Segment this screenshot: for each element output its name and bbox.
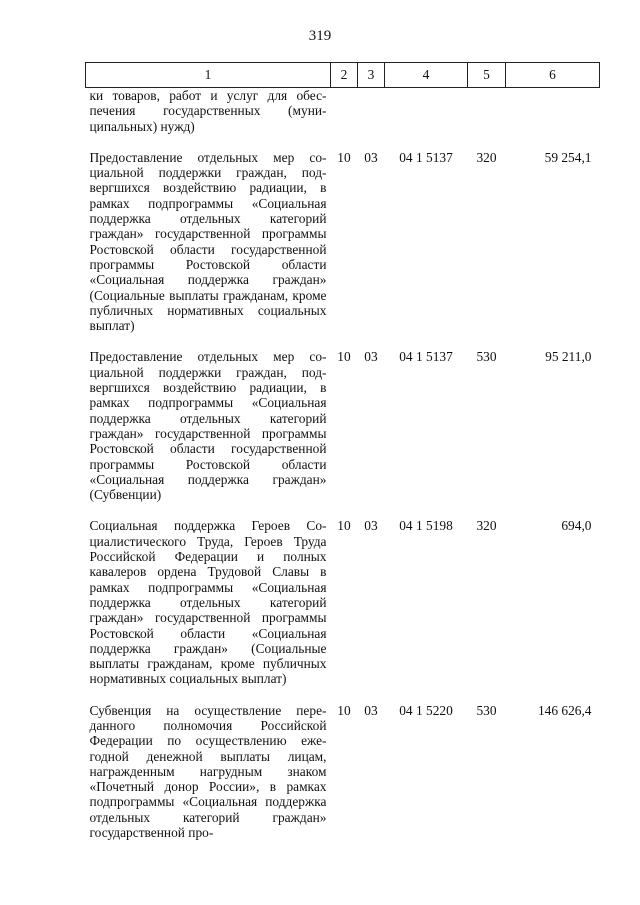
row-description: Предоставление отдельных мер социальной поддержки граждан, подвергшихся воздействию радиации, в рамках подпрограммы «Социальная поддержка отдельных категорий граждан» государственной программы Ростовской области государственной программы Ростовской области «Социальная поддержка граждан» (Социальные выплаты гражданам, кроме публичных нормативных социальных выплат) (89, 149, 327, 334)
column-header-6: 6 (506, 63, 600, 88)
row-subsection: 03 (364, 349, 378, 365)
row-description: Субвенция на осуществление переданного полномочия Российской Федерации по осуществлению ежегодной денежной выплаты лицам, награжденным нагрудным знаком «Почетный донор России», в рамках подпрограммы «Социальная поддержка отдельных категорий граждан» государственной про- (89, 702, 327, 841)
row-amount: 59 254,1 (544, 149, 592, 165)
row-target-code: 04 1 5220 (399, 702, 453, 718)
row-amount: 146 626,4 (537, 702, 592, 718)
column-header-2: 2 (331, 63, 358, 88)
header-row (86, 63, 600, 88)
column-header-4: 4 (385, 63, 468, 88)
row-expense-type: 530 (476, 349, 497, 365)
column-header-3: 3 (358, 63, 385, 88)
row-expense-type: 530 (476, 702, 497, 718)
row-subsection: 03 (364, 702, 378, 718)
row-subsection: 03 (364, 149, 378, 165)
budget-table (85, 62, 600, 849)
row-section: 10 (337, 702, 351, 718)
row-amount: 95 211,0 (545, 349, 592, 365)
continuation-text: ки товаров, работ и услуг для обеспечения государственных (муниципальных) нужд) (89, 88, 327, 134)
row-target-code: 04 1 5137 (399, 149, 453, 165)
continuation-row (86, 88, 600, 143)
row-target-code: 04 1 5198 (399, 518, 453, 534)
row-description: Социальная поддержка Героев Социалистического Труда, Героев Труда Российской Федерации и полных кавалеров ордена Трудовой Славы в рамках подпрограммы «Социальная поддержка отдельных категорий граждан» государственной программы Ростовской области «Социальная поддержка граждан» (Социальные выплаты гражданам, кроме публичных нормативных социальных выплат) (89, 518, 327, 687)
column-header-1: 1 (86, 63, 331, 88)
table-row (86, 342, 600, 511)
column-header-5: 5 (468, 63, 506, 88)
table-header (86, 63, 600, 88)
table-row (86, 511, 600, 695)
table-row (86, 696, 600, 850)
table-body (86, 88, 600, 850)
row-section: 10 (337, 349, 351, 365)
row-expense-type: 320 (476, 518, 497, 534)
row-target-code: 04 1 5137 (399, 349, 453, 365)
row-section: 10 (337, 149, 351, 165)
row-section: 10 (337, 518, 351, 534)
row-expense-type: 320 (476, 149, 497, 165)
row-amount: 694,0 (561, 518, 592, 534)
page-number: 319 (308, 28, 332, 44)
row-description: Предоставление отдельных мер социальной поддержки граждан, подвергшихся воздействию радиации, в рамках подпрограммы «Социальная поддержка отдельных категорий граждан» государственной программы Ростовской области государственной программы Ростовской области «Социальная поддержка граждан» (Субвенции) (89, 349, 327, 503)
table-row (86, 143, 600, 343)
row-subsection: 03 (364, 518, 378, 534)
